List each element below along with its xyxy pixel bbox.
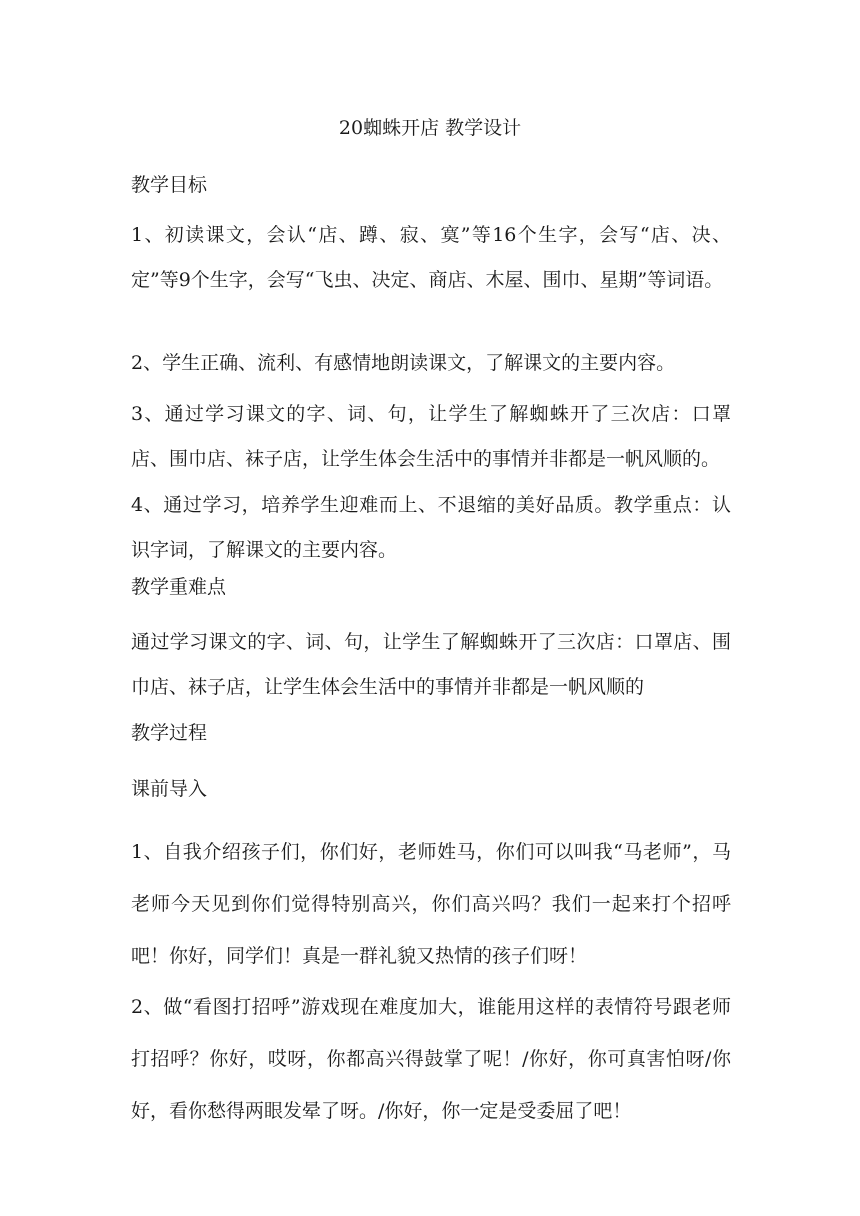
process-item-1: 1、自我介绍孩子们，你们好，老师姓马，你们可以叫我“马老师”，马老师今天见到你们觉得特别高兴，你们高兴吗？我们一起来打个招呼吧！你好，同学们！真是一群礼貌又热情的孩子们呀！ [131, 841, 731, 967]
process-heading: 教学过程 [131, 722, 208, 744]
process-item-2: 2、做“看图打招呼”游戏现在难度加大，谁能用这样的表情符号跟老师打招呼？你好，哎呀，你都高兴得鼓掌了呢！/你好，你可真害怕呀/你好，看你愁得两眼发晕了呀。/你好，你一定是受委屈了吧！ [131, 996, 731, 1122]
objectives-heading: 教学目标 [131, 174, 208, 196]
document-title: 20蜘蛛开店 教学设计 [338, 117, 522, 139]
key-points-text: 通过学习课文的字、词、句，让学生了解蜘蛛开了三次店：口罩店、围巾店、袜子店，让学生体会生活中的事情并非都是一帆风顺的 [131, 631, 731, 698]
objective-item-3: 3、通过学习课文的字、词、句，让学生了解蜘蛛开了三次店：口罩店、围巾店、袜子店，让学生体会生活中的事情并非都是一帆风顺的。 [131, 403, 731, 470]
intro-heading: 课前导入 [131, 778, 208, 800]
objective-item-2: 2、学生正确、流利、有感情地朗读课文，了解课文的主要内容。 [131, 352, 676, 374]
key-points-heading: 教学重难点 [131, 576, 227, 598]
objective-item-4: 4、通过学习，培养学生迎难而上、不退缩的美好品质。教学重点：认识字词，了解课文的主要内容。 [131, 494, 731, 561]
objective-item-1: 1、初读课文，会认“店、蹲、寂、寞”等16个生字，会写“店、决、定”等9个生字，会写“飞虫、决定、商店、木屋、围巾、星期”等词语。 [131, 224, 731, 291]
